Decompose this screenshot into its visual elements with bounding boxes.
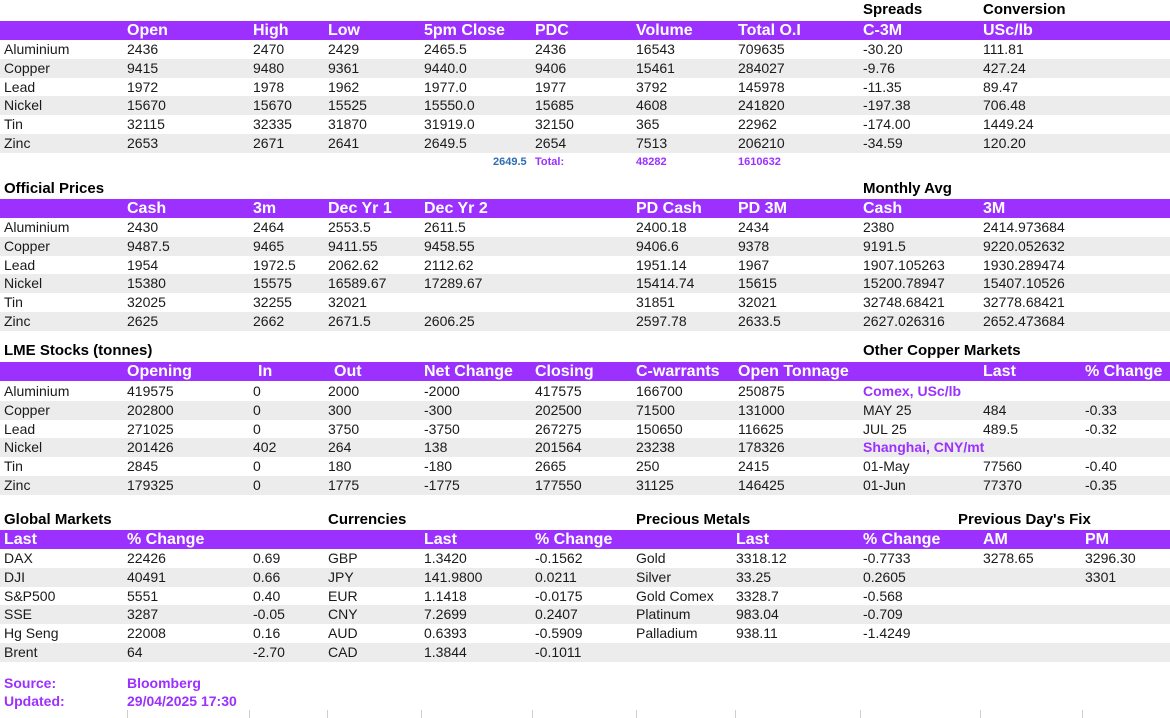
stocks-cell: 0 (253, 458, 261, 475)
currency-cell: 1.1418 (424, 587, 467, 604)
official-col-header: Cash (863, 200, 903, 217)
currency-cell: 0.2407 (535, 606, 578, 623)
precious-cell: 938.11 (736, 625, 778, 642)
index-name: Hg Seng (4, 625, 59, 642)
price-cell: -197.38 (863, 97, 911, 114)
price-cell: 1962 (328, 78, 360, 95)
prices-col-header: Volume (636, 22, 693, 39)
stocks-cell: 31125 (636, 477, 674, 493)
currency-name: GBP (328, 550, 358, 566)
official-cell: 2430 (127, 219, 159, 235)
currency-name: EUR (328, 587, 358, 604)
official-col-header: PD Cash (636, 200, 702, 217)
official-cell: 9487.5 (127, 237, 170, 254)
metal-name: Lead (4, 256, 36, 273)
official-cell: 1967 (738, 256, 770, 273)
column-tick (860, 710, 861, 718)
official-cell: 2671.5 (328, 313, 371, 329)
currency-cell: -0.0175 (535, 587, 583, 604)
price-cell: -34.59 (863, 135, 903, 151)
precious-cell: -0.709 (863, 606, 903, 623)
copper-last: 77370 (983, 477, 1022, 493)
stocks-col-header: In (258, 363, 273, 380)
stocks-col-header: Last (983, 363, 1016, 380)
stocks-cell: 402 (253, 439, 277, 456)
price-cell: 89.47 (983, 78, 1019, 95)
official-col-header: Cash (127, 200, 167, 217)
copper-contract: JUL 25 (863, 420, 907, 437)
precious-cell: -0.568 (863, 587, 903, 604)
stocks-cell: 179325 (127, 477, 174, 493)
official-prices-title: Official Prices (4, 180, 105, 197)
markets-row-band (0, 568, 1170, 587)
index-cell: 40491 (127, 568, 166, 585)
price-cell: 120.20 (983, 135, 1026, 151)
currency-name: AUD (328, 625, 358, 642)
price-cell: 2641 (328, 135, 360, 151)
stocks-row-band (0, 438, 1170, 457)
prices-col-header: 5pm Close (424, 22, 505, 39)
precious-cell: -1.4249 (863, 625, 911, 642)
markets-col-header: Last (736, 531, 769, 548)
stocks-cell: -3750 (424, 420, 460, 437)
stocks-cell: 271025 (127, 420, 174, 437)
official-cell: 9378 (738, 237, 770, 254)
price-cell: 2470 (253, 41, 285, 57)
official-cell: 15380 (127, 275, 166, 292)
total-close: 2649.5 (493, 156, 527, 168)
official-cell: 32255 (253, 294, 292, 311)
metal-name: Zinc (4, 313, 31, 329)
metal-name: Silver (636, 568, 672, 585)
price-cell: -174.00 (863, 116, 911, 133)
markets-col-header: % Change (127, 531, 205, 548)
price-cell: 2653 (127, 135, 159, 151)
official-cell: 15414.74 (636, 275, 695, 292)
metal-name: Aluminium (4, 383, 70, 399)
price-cell: 31870 (328, 116, 367, 133)
official-cell: 9406.6 (636, 237, 679, 254)
stocks-col-header: Net Change (424, 363, 513, 380)
price-cell: 1449.24 (983, 116, 1034, 133)
official-cell: 1954 (127, 256, 159, 273)
price-cell: 9406 (535, 59, 567, 76)
price-cell: 15525 (328, 97, 367, 114)
metal-name: Copper (4, 237, 50, 254)
price-cell: 241820 (738, 97, 785, 114)
official-cell: 2633.5 (738, 313, 781, 329)
stocks-cell: 201564 (535, 439, 582, 456)
official-cell: 2662 (253, 313, 285, 329)
precious-cell: 983.04 (736, 606, 779, 623)
column-tick (980, 710, 981, 718)
stocks-cell: 3750 (328, 420, 360, 437)
index-cell: 5551 (127, 587, 159, 604)
stocks-col-header: Opening (127, 363, 192, 380)
other-copper-title: Other Copper Markets (863, 342, 1021, 359)
official-cell: 2611.5 (424, 219, 466, 235)
stocks-cell: -300 (424, 401, 453, 418)
copper-contract: MAY 25 (863, 401, 912, 418)
markets-col-header: % Change (863, 531, 941, 548)
official-cell: 2400.18 (636, 219, 687, 235)
price-cell: 2649.5 (424, 135, 467, 151)
official-cell: 31851 (636, 294, 675, 311)
column-tick (249, 710, 250, 718)
index-name: DJI (4, 568, 25, 585)
copper-last: 484 (983, 401, 1007, 418)
official-cell: 1907.105263 (863, 256, 945, 273)
prices-col-header: PDC (535, 22, 569, 39)
official-cell: 2414.973684 (983, 219, 1065, 235)
metal-name: Zinc (4, 477, 31, 493)
stocks-cell: 178326 (738, 439, 785, 456)
official-col-header: Dec Yr 2 (424, 200, 488, 217)
source-value: Bloomberg (127, 675, 201, 691)
price-cell: 206210 (738, 135, 785, 151)
price-cell: 15461 (636, 59, 675, 76)
precious-cell: 0.2605 (863, 568, 906, 585)
index-name: Brent (4, 644, 38, 660)
precious-cell: 3328.7 (736, 587, 779, 604)
price-cell: 709635 (738, 41, 785, 57)
total-volume: 48282 (636, 156, 667, 168)
official-cell: 1972.5 (253, 256, 296, 273)
currency-cell: -0.5909 (535, 625, 583, 642)
price-cell: 3792 (636, 78, 668, 95)
markets-title: Currencies (328, 511, 407, 528)
official-col-header: 3m (253, 200, 277, 217)
metal-name: Copper (4, 401, 50, 418)
column-tick (735, 710, 736, 718)
official-cell: 2112.62 (424, 256, 474, 273)
official-cell: 15615 (738, 275, 777, 292)
price-cell: 427.24 (983, 59, 1026, 76)
stocks-cell: 166700 (636, 383, 683, 399)
metal-name: Aluminium (4, 41, 70, 57)
currency-name: JPY (328, 568, 354, 585)
markets-col-header: PM (1085, 531, 1109, 548)
prices-col-header: C-3M (863, 22, 903, 39)
copper-change: -0.32 (1085, 420, 1117, 437)
metal-name: Zinc (4, 135, 31, 151)
price-cell: 1978 (253, 78, 285, 95)
price-cell: 7513 (636, 135, 668, 151)
markets-col-header: % Change (535, 531, 613, 548)
precious-cell: -0.7733 (863, 550, 911, 566)
stocks-cell: 150650 (636, 420, 683, 437)
price-cell: 9361 (328, 59, 360, 76)
stocks-cell: 138 (424, 439, 448, 456)
column-tick (327, 710, 328, 718)
official-cell: 32021 (738, 294, 777, 311)
index-cell: 0.66 (253, 568, 281, 585)
updated-label: Updated: (4, 693, 65, 709)
precious-cell: 3318.12 (736, 550, 787, 566)
stocks-cell: 177550 (535, 477, 582, 493)
price-cell: 2436 (535, 41, 567, 57)
copper-market-subheader: Shanghai, CNY/mt (863, 439, 985, 456)
price-cell: 2436 (127, 41, 159, 57)
index-name: SSE (4, 606, 33, 623)
official-col-header: PD 3M (738, 200, 787, 217)
stocks-cell: 146425 (738, 477, 785, 493)
currency-cell: 1.3420 (424, 550, 467, 566)
price-cell: 2465.5 (424, 41, 467, 57)
official-cell: 1951.14 (636, 256, 687, 273)
copper-last: 489.5 (983, 420, 1019, 437)
price-cell: 365 (636, 116, 660, 133)
currency-cell: 141.9800 (424, 568, 483, 585)
markets-row-band (0, 605, 1170, 624)
price-cell: 284027 (738, 59, 785, 76)
currency-cell: -0.1011 (535, 644, 582, 660)
price-cell: 32150 (535, 116, 574, 133)
index-cell: 0.40 (253, 587, 281, 604)
price-cell: 31919.0 (424, 116, 475, 133)
prices-col-header: Total O.I (738, 22, 801, 39)
column-tick (127, 710, 128, 718)
index-cell: 64 (127, 644, 143, 660)
markets-col-header: Last (4, 531, 37, 548)
copper-contract: 01-May (863, 458, 910, 475)
source-label: Source: (4, 675, 57, 691)
stocks-cell: -2000 (424, 383, 460, 399)
markets-col-header: AM (983, 531, 1008, 548)
precious-cell: 33.25 (736, 568, 772, 585)
prices-col-header: Low (328, 22, 360, 39)
index-cell: 0.16 (253, 625, 281, 642)
stocks-col-header: C-warrants (636, 363, 720, 380)
price-cell: -9.76 (863, 59, 895, 76)
official-cell: 2464 (253, 219, 285, 235)
official-cell: 2380 (863, 219, 895, 235)
price-cell: 9415 (127, 59, 159, 76)
index-cell: 22008 (127, 625, 166, 642)
metal-name: Copper (4, 59, 50, 76)
stocks-cell: 419575 (127, 383, 174, 399)
stocks-cell: 2415 (738, 458, 770, 475)
metal-name: Lead (4, 78, 36, 95)
stocks-cell: 131000 (738, 401, 785, 418)
price-cell: 15685 (535, 97, 574, 114)
official-cell: 15575 (253, 275, 292, 292)
price-cell: 9440.0 (424, 59, 467, 76)
official-cell: 2434 (738, 219, 770, 235)
stocks-cell: 1775 (328, 477, 360, 493)
index-cell: 3287 (127, 606, 159, 623)
official-cell: 32025 (127, 294, 166, 311)
column-tick (421, 710, 422, 718)
copper-change: -0.40 (1085, 458, 1117, 475)
copper-change: -0.35 (1085, 477, 1117, 493)
column-tick (1082, 710, 1083, 718)
stocks-col-header: % Change (1085, 363, 1163, 380)
stocks-cell: 180 (328, 458, 352, 475)
price-cell: 2671 (253, 135, 285, 151)
official-cell: 2652.473684 (983, 313, 1065, 329)
stocks-cell: 71500 (636, 401, 675, 418)
markets-title: Precious Metals (636, 511, 751, 528)
official-cell: 9220.052632 (983, 237, 1065, 254)
price-cell: -11.35 (863, 78, 902, 95)
total-label: Total: (535, 156, 565, 168)
price-cell: 4608 (636, 97, 668, 114)
prices-col-header: High (253, 22, 289, 39)
stocks-cell: 264 (328, 439, 352, 456)
currency-cell: 1.3844 (424, 644, 467, 660)
stocks-cell: 267275 (535, 420, 582, 437)
price-cell: 145978 (738, 78, 785, 95)
currency-cell: -0.1562 (535, 550, 583, 566)
official-cell: 2606.25 (424, 313, 475, 329)
currency-cell: 0.0211 (535, 568, 577, 585)
index-cell: -2.70 (253, 644, 285, 660)
stocks-cell: 116625 (738, 420, 784, 437)
stocks-cell: -180 (424, 458, 453, 475)
copper-market-subheader: Comex, USc/lb (863, 383, 962, 399)
markets-col-header: Last (424, 531, 457, 548)
metal-name: Nickel (4, 97, 43, 114)
stocks-col-header: Open Tonnage (738, 363, 849, 380)
markets-title: Previous Day's Fix (958, 511, 1091, 528)
official-cell: 2597.78 (636, 313, 687, 329)
markets-row-band (0, 643, 1170, 662)
stocks-cell: 202500 (535, 401, 582, 418)
price-cell: 1977.0 (424, 78, 467, 95)
stocks-col-header: Closing (535, 363, 594, 380)
monthly-avg-title: Monthly Avg (863, 180, 952, 197)
price-cell: 32115 (127, 116, 165, 133)
lme-stocks-title: LME Stocks (tonnes) (4, 342, 153, 359)
price-cell: 32335 (253, 116, 292, 133)
copper-contract: 01-Jun (863, 477, 906, 493)
metal-name: Gold (636, 550, 666, 566)
column-tick (636, 710, 637, 718)
stocks-cell: 2845 (127, 458, 159, 475)
index-cell: -0.05 (253, 606, 285, 623)
price-cell: 1977 (535, 78, 567, 95)
metal-name: Tin (4, 458, 23, 475)
price-cell: 2429 (328, 41, 360, 57)
price-cell: 1972 (127, 78, 159, 95)
stocks-cell: 0 (253, 477, 261, 493)
stocks-cell: 0 (253, 401, 261, 418)
markets-title: Global Markets (4, 511, 112, 528)
stocks-cell: 0 (253, 383, 261, 399)
official-cell: 2062.62 (328, 256, 379, 273)
fix-cell: 3278.65 (983, 550, 1034, 566)
index-cell: 0.69 (253, 550, 281, 566)
column-tick (532, 710, 533, 718)
official-cell: 16589.67 (328, 275, 387, 292)
stocks-cell: 250 (636, 458, 660, 475)
official-cell: 9191.5 (863, 237, 906, 254)
stocks-cell: 300 (328, 401, 352, 418)
official-cell: 2553.5 (328, 219, 371, 235)
metal-name: Palladium (636, 625, 698, 642)
currency-cell: 0.6393 (424, 625, 467, 642)
currency-name: CNY (328, 606, 358, 623)
updated-value: 29/04/2025 17:30 (127, 693, 237, 709)
currency-name: CAD (328, 644, 358, 660)
official-cell: 32021 (328, 294, 367, 311)
official-col-header: 3M (983, 200, 1006, 217)
stocks-cell: 201426 (127, 439, 174, 456)
price-cell: -30.20 (863, 41, 903, 57)
metal-name: Platinum (636, 606, 691, 623)
official-cell: 32748.68421 (863, 294, 945, 311)
price-cell: 15670 (253, 97, 292, 114)
price-cell: 9480 (253, 59, 285, 76)
price-cell: 2654 (535, 135, 567, 151)
copper-last: 77560 (983, 458, 1022, 475)
metal-name: Lead (4, 420, 36, 437)
metal-name: Tin (4, 294, 23, 311)
currency-cell: 7.2699 (424, 606, 467, 623)
stocks-cell: 2665 (535, 458, 567, 475)
spreads-title: Spreads (863, 1, 923, 18)
official-cell: 1930.289474 (983, 256, 1065, 273)
stocks-cell: 417575 (535, 383, 582, 399)
price-cell: 16543 (636, 41, 675, 57)
official-cell: 9465 (253, 237, 285, 254)
metal-name: Nickel (4, 439, 43, 456)
metal-name: Nickel (4, 275, 43, 292)
index-cell: 22426 (127, 550, 166, 566)
prices-col-header: Open (127, 22, 168, 39)
fix-cell: 3296.30 (1085, 550, 1136, 566)
price-cell: 22962 (738, 116, 777, 133)
metal-name: Aluminium (4, 219, 70, 235)
conversion-title: Conversion (983, 1, 1066, 18)
price-cell: 15550.0 (424, 97, 475, 114)
official-cell: 9411.55 (328, 237, 378, 254)
metal-name: Gold Comex (636, 587, 714, 604)
stocks-cell: 250875 (738, 383, 785, 399)
official-cell: 17289.67 (424, 275, 483, 292)
official-cell: 2627.026316 (863, 313, 945, 329)
total-oi: 1610632 (738, 156, 781, 168)
stocks-cell: -1775 (424, 477, 460, 493)
metal-name: Tin (4, 116, 23, 133)
stocks-cell: 202800 (127, 401, 174, 418)
stocks-cell: 0 (253, 420, 261, 437)
stocks-cell: 23238 (636, 439, 675, 456)
official-cell: 15200.78947 (863, 275, 945, 292)
index-name: DAX (4, 550, 33, 566)
official-cell: 9458.55 (424, 237, 475, 254)
price-cell: 706.48 (983, 97, 1026, 114)
copper-change: -0.33 (1085, 401, 1117, 418)
stocks-col-header: Out (334, 363, 362, 380)
stocks-cell: 2000 (328, 383, 360, 399)
official-cell: 15407.10526 (983, 275, 1065, 292)
official-cell: 2625 (127, 313, 159, 329)
prices-col-header: USc/lb (983, 22, 1033, 39)
official-cell: 32778.68421 (983, 294, 1065, 311)
price-cell: 111.81 (983, 41, 1024, 57)
official-col-header: Dec Yr 1 (328, 200, 392, 217)
fix-cell: 3301 (1085, 568, 1117, 585)
price-cell: 15670 (127, 97, 166, 114)
index-name: S&P500 (4, 587, 56, 604)
